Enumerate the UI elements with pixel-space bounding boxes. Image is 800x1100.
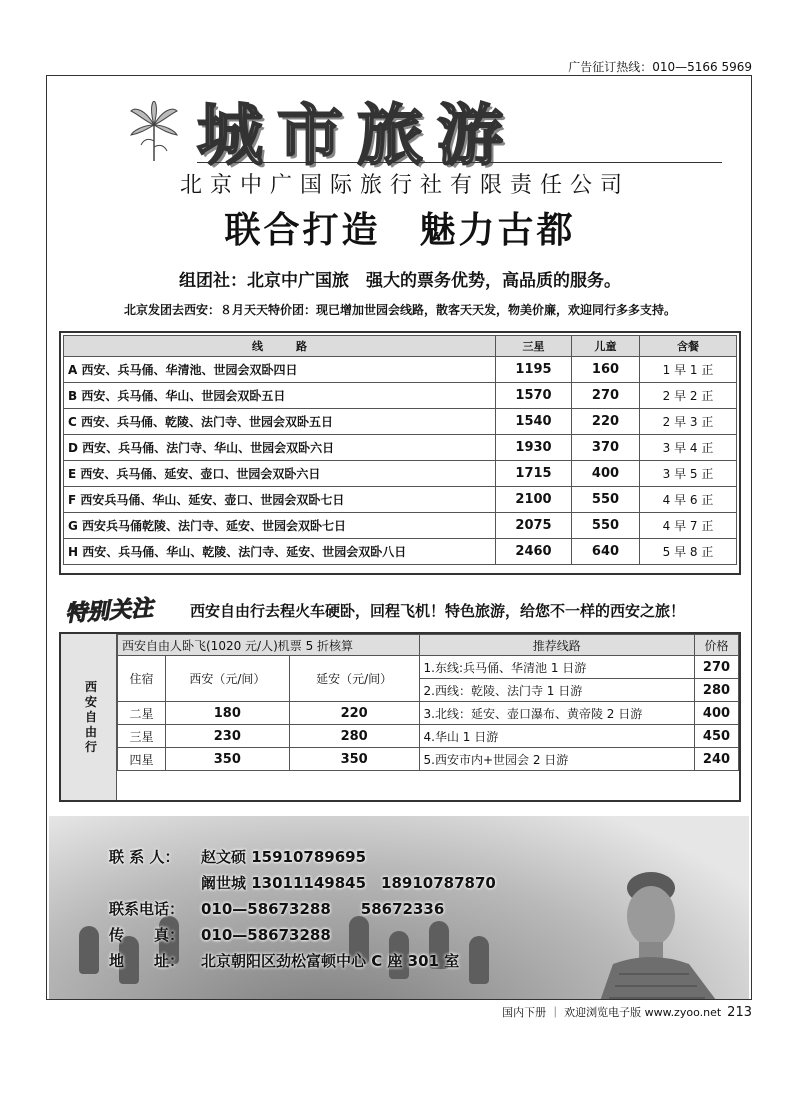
hotel-xian-price: 230 xyxy=(165,725,289,748)
slogan: 联合打造 魅力古都 xyxy=(224,209,576,251)
header-child: 儿童 xyxy=(572,336,640,357)
route-meals: 4 早 6 正 xyxy=(640,487,737,513)
route-child-price: 640 xyxy=(572,539,640,565)
route-name: A 西安、兵马俑、华清池、世园会双卧四日 xyxy=(64,357,496,383)
route-name: D 西安、兵马俑、法门寺、华山、世园会双卧六日 xyxy=(64,435,496,461)
hotel-yanan-price: 280 xyxy=(289,725,419,748)
table-row xyxy=(64,539,737,565)
contact-block xyxy=(109,846,496,976)
page-number: 213 xyxy=(727,1005,752,1020)
company-name: 北京中广国际旅行社有限责任公司 xyxy=(179,173,630,198)
free-travel-label-text: 西安自由行 xyxy=(85,680,98,754)
phone-label: 联系电话： xyxy=(109,900,185,918)
line-price: 270 xyxy=(695,656,739,679)
recommend-header: 推荐线路 xyxy=(419,635,694,656)
contact-person-2: 阚世城 13011149845 18910787870 xyxy=(201,874,496,892)
price-header: 价格 xyxy=(695,635,739,656)
phone-value: 010—58673288 58672336 xyxy=(201,900,445,918)
route-meals: 5 早 8 正 xyxy=(640,539,737,565)
terracotta-warrior-icon xyxy=(589,854,729,999)
terracotta-photo xyxy=(49,816,749,999)
route-name: G 西安兵马俑乾陵、法门寺、延安、世园会双卧七日 xyxy=(64,513,496,539)
contact-person-1: 赵文硕 15910789695 xyxy=(201,848,367,866)
footer-text: 国内下册 ｜ 欢迎浏览电子版 www.zyoo.net xyxy=(502,1006,722,1019)
table-row xyxy=(64,383,737,409)
table-row xyxy=(118,748,739,771)
table-row xyxy=(64,357,737,383)
route-child-price: 370 xyxy=(572,435,640,461)
line-price: 450 xyxy=(695,725,739,748)
header-3star: 三星 xyxy=(496,336,572,357)
route-meals: 2 早 2 正 xyxy=(640,383,737,409)
route-price: 2100 xyxy=(496,487,572,513)
route-child-price: 160 xyxy=(572,357,640,383)
departure-info: 北京发团去西安：８月天天特价团：现已增加世园会线路，散客天天发，物美价廉，欢迎同行多多支持。 xyxy=(123,303,676,317)
line-name: 5.西安市内+世园会 2 日游 xyxy=(419,748,694,771)
route-meals: 2 早 3 正 xyxy=(640,409,737,435)
organizer-line: 组团社：北京中广国旅 强大的票务优势，高品质的服务。 xyxy=(179,271,621,291)
yanan-header: 延安（元/间） xyxy=(289,656,419,702)
line-name: 1.东线:兵马俑、华清池 1 日游 xyxy=(419,656,694,679)
line-name: 2.西线：乾陵、法门寺 1 日游 xyxy=(419,679,694,702)
routes-header-row xyxy=(64,336,737,357)
route-price: 1715 xyxy=(496,461,572,487)
address-value: 北京朝阳区劲松富顿中心 C 座 301 室 xyxy=(201,952,460,970)
route-child-price: 270 xyxy=(572,383,640,409)
route-price: 1540 xyxy=(496,409,572,435)
free-header-row xyxy=(118,635,739,656)
special-attention xyxy=(64,594,755,628)
route-name: C 西安、兵马俑、乾陵、法门寺、世园会双卧五日 xyxy=(64,409,496,435)
route-price: 2460 xyxy=(496,539,572,565)
route-name: H 西安、兵马俑、华山、乾陵、法门寺、延安、世园会双卧八日 xyxy=(64,539,496,565)
route-child-price: 400 xyxy=(572,461,640,487)
free-travel-table xyxy=(59,632,741,802)
table-row xyxy=(118,656,739,679)
contact-person-label: 联 系 人： xyxy=(109,848,180,866)
route-name: F 西安兵马俑、华山、延安、壶口、世园会双卧七日 xyxy=(64,487,496,513)
table-row xyxy=(64,461,737,487)
route-price: 1570 xyxy=(496,383,572,409)
route-name: B 西安、兵马俑、华山、世园会双卧五日 xyxy=(64,383,496,409)
route-child-price: 550 xyxy=(572,513,640,539)
ad-hotline: 广告征订热线：010—5166 5969 xyxy=(568,60,752,74)
special-tag: 特别关注 xyxy=(64,594,154,628)
table-row xyxy=(64,513,737,539)
fax-value: 010—58673288 xyxy=(201,926,331,944)
route-price: 1195 xyxy=(496,357,572,383)
page-footer xyxy=(502,1004,752,1020)
line-name: 4.华山 1 日游 xyxy=(419,725,694,748)
line-price: 280 xyxy=(695,679,739,702)
hotel-xian-price: 180 xyxy=(165,702,289,725)
address-label: 地 址： xyxy=(109,952,185,970)
table-row xyxy=(118,702,739,725)
page-title: 城市旅游 xyxy=(197,96,517,174)
route-meals: 3 早 5 正 xyxy=(640,461,737,487)
stay-header: 住宿 xyxy=(118,656,166,702)
line-price: 400 xyxy=(695,702,739,725)
hotel-level: 二星 xyxy=(118,702,166,725)
line-name: 3.北线：延安、壶口瀑布、黄帝陵 2 日游 xyxy=(419,702,694,725)
hotel-yanan-price: 350 xyxy=(289,748,419,771)
table-row xyxy=(64,409,737,435)
routes-table xyxy=(59,331,741,575)
xian-header: 西安（元/间） xyxy=(165,656,289,702)
route-child-price: 550 xyxy=(572,487,640,513)
table-row xyxy=(118,725,739,748)
route-meals: 3 早 4 正 xyxy=(640,435,737,461)
free-travel-label xyxy=(61,634,117,800)
header-route: 线 路 xyxy=(64,336,496,357)
table-row xyxy=(64,487,737,513)
line-price: 240 xyxy=(695,748,739,771)
route-meals: 4 早 7 正 xyxy=(640,513,737,539)
table-row xyxy=(64,435,737,461)
hotel-level: 四星 xyxy=(118,748,166,771)
hotel-yanan-price: 220 xyxy=(289,702,419,725)
terracotta-figure-icon xyxy=(79,926,99,974)
route-meals: 1 早 1 正 xyxy=(640,357,737,383)
route-name: E 西安、兵马俑、延安、壶口、世园会双卧六日 xyxy=(64,461,496,487)
route-child-price: 220 xyxy=(572,409,640,435)
title-divider xyxy=(197,162,722,163)
route-price: 2075 xyxy=(496,513,572,539)
lily-logo-icon xyxy=(125,101,183,165)
header-meal: 含餐 xyxy=(640,336,737,357)
ad-frame xyxy=(46,75,752,1000)
hotel-level: 三星 xyxy=(118,725,166,748)
route-price: 1930 xyxy=(496,435,572,461)
fax-label: 传 真： xyxy=(109,926,185,944)
hotel-xian-price: 350 xyxy=(165,748,289,771)
flight-note: 西安自由人卧飞(1020 元/人)机票 5 折核算 xyxy=(118,635,420,656)
special-text: 西安自由行去程火车硬卧，回程飞机！特色旅游，给您不一样的西安之旅！ xyxy=(190,602,686,620)
